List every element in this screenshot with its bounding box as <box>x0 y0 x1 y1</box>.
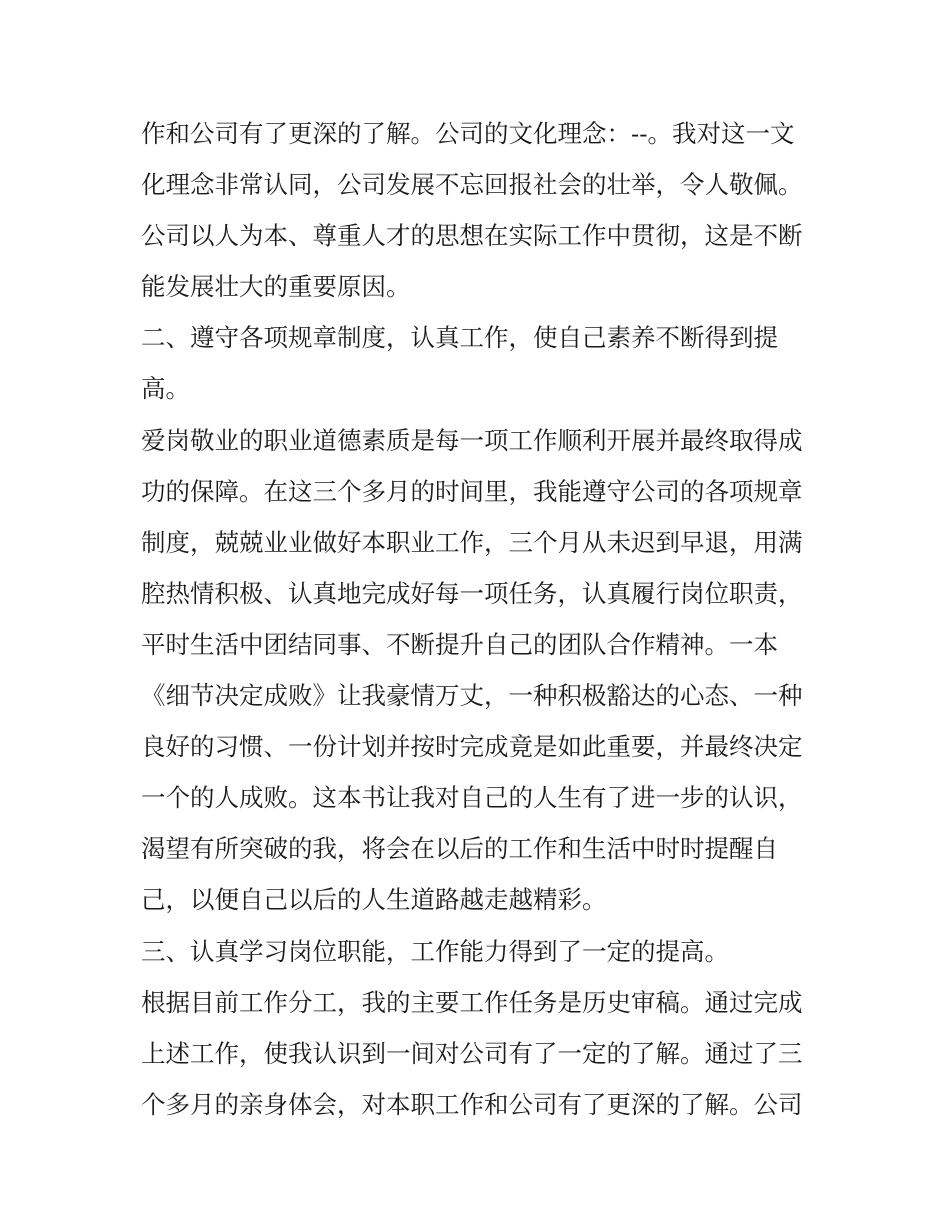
document-body <box>141 108 821 1130</box>
section-heading: 三、认真学习岗位职能，工作能力得到了一定的提高。 <box>141 936 729 966</box>
text-line: 渴望有所突破的我，将会在以后的工作和生活中时时提醒自 <box>141 834 778 864</box>
text-line: 公司以人为本、尊重人才的思想在实际工作中贯彻，这是不断 <box>141 221 803 251</box>
text-line: 爱岗敬业的职业道德素质是每一项工作顺利开展并最终取得成 <box>141 425 803 455</box>
section-heading: 高。 <box>141 374 190 404</box>
section-heading: 二、遵守各项规章制度，认真工作，使自己素养不断得到提 <box>141 323 778 353</box>
text-line: 良好的习惯、一份计划并按时完成竟是如此重要，并最终决定 <box>141 732 803 762</box>
text-line: 一个的人成败。这本书让我对自己的人生有了进一步的认识， <box>141 783 803 813</box>
text-line: 制度，兢兢业业做好本职业工作，三个月从未迟到早退，用满 <box>141 527 803 557</box>
text-line: 作和公司有了更深的了解。公司的文化理念：--。我对这一文 <box>141 119 795 148</box>
text-line: 根据目前工作分工，我的主要工作任务是历史审稿。通过完成 <box>141 987 803 1017</box>
text-line: 《细节决定成败》让我豪情万丈，一种积极豁达的心态、一种 <box>141 681 803 711</box>
text-line: 能发展壮大的重要原因。 <box>141 272 411 302</box>
text-line: 上述工作，使我认识到一间对公司有了一定的了解。通过了三 <box>141 1038 803 1068</box>
text-line: 功的保障。在这三个多月的时间里，我能遵守公司的各项规章 <box>141 476 803 506</box>
text-line: 己，以便自己以后的人生道路越走越精彩。 <box>141 885 607 915</box>
text-line: 个多月的亲身体会，对本职工作和公司有了更深的了解。公司 <box>141 1089 803 1119</box>
text-line: 平时生活中团结同事、不断提升自己的团队合作精神。一本 <box>141 629 778 659</box>
text-line: 化理念非常认同，公司发展不忘回报社会的壮举，令人敬佩。 <box>141 170 803 200</box>
text-line: 腔热情积极、认真地完成好每一项任务，认真履行岗位职责， <box>141 578 803 608</box>
